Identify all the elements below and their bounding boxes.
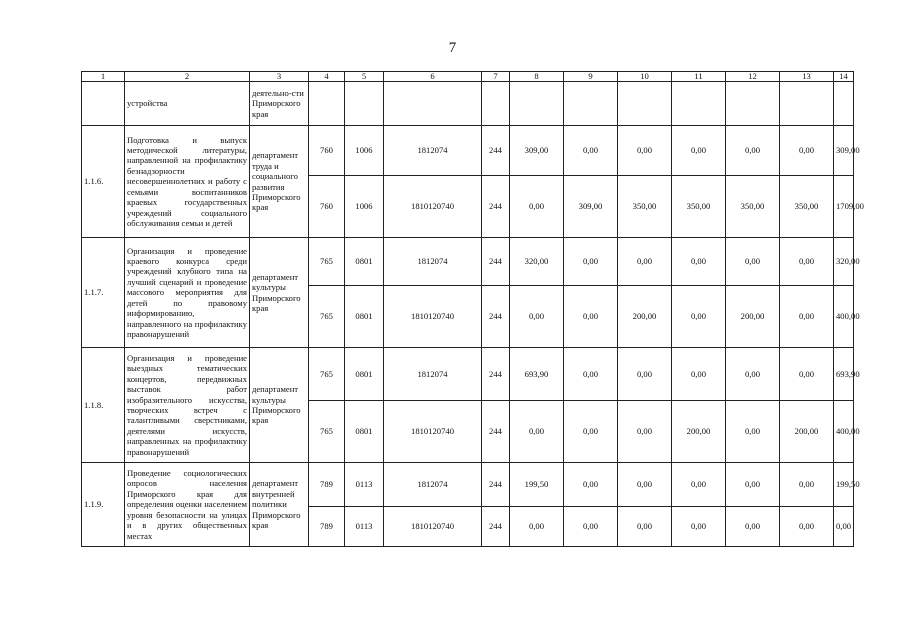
year-value-cell: 0,00 xyxy=(780,348,834,401)
empty-cell xyxy=(726,82,780,126)
measure-description: Организация и проведение выездных тематических концертов, передвижных выставок работ изобразительного искусства, творческих встреч с талантливыми сверстниками, деятелями искусств, направленных на профилактику правонарушений xyxy=(125,348,250,463)
year-value-cell: 350,00 xyxy=(672,176,726,238)
responsible-department: департамент внутренней политики Приморского края xyxy=(250,463,309,547)
year-value-cell: 0,00 xyxy=(564,507,618,547)
total-value-cell: 400,00 xyxy=(834,401,854,463)
year-value-cell: 0,00 xyxy=(618,348,672,401)
year-value-cell: 200,00 xyxy=(618,286,672,348)
continuation-code-cell xyxy=(82,82,125,126)
section-code-cell: 0801 xyxy=(345,286,384,348)
total-value-cell: 400,00 xyxy=(834,286,854,348)
year-value-cell: 0,00 xyxy=(780,507,834,547)
year-value-cell: 0,00 xyxy=(726,126,780,176)
grbs-code-cell: 765 xyxy=(309,238,345,286)
expense-type-cell: 244 xyxy=(482,507,510,547)
section-code-cell: 0801 xyxy=(345,238,384,286)
year-value-cell: 0,00 xyxy=(510,507,564,547)
expense-type-cell: 244 xyxy=(482,348,510,401)
continuation-row xyxy=(82,82,854,126)
year-value-cell: 350,00 xyxy=(618,176,672,238)
empty-cell xyxy=(834,82,854,126)
empty-cell xyxy=(780,82,834,126)
year-value-cell: 0,00 xyxy=(780,463,834,507)
measure-description: Организация и проведение краевого конкурса среди учреждений клубного типа на лучший сценарий и проведение массового мероприятия для детей по правовому информированию, направленного на профилактику правонарушений xyxy=(125,238,250,348)
column-number-header: 13 xyxy=(780,72,834,82)
section-code-cell: 1006 xyxy=(345,126,384,176)
column-number-header: 1 xyxy=(82,72,125,82)
year-value-cell: 0,00 xyxy=(564,348,618,401)
column-number-header: 10 xyxy=(618,72,672,82)
year-value-cell: 0,00 xyxy=(672,348,726,401)
total-value-cell: 693,90 xyxy=(834,348,854,401)
year-value-cell: 0,00 xyxy=(726,348,780,401)
target-article-cell: 1810120740 xyxy=(384,176,482,238)
empty-cell xyxy=(345,82,384,126)
responsible-department: департамент труда и социального развития Приморского края xyxy=(250,126,309,238)
responsible-department: департамент культуры Приморского края xyxy=(250,238,309,348)
year-value-cell: 309,00 xyxy=(564,176,618,238)
target-article-cell: 1812074 xyxy=(384,126,482,176)
empty-cell xyxy=(618,82,672,126)
year-value-cell: 0,00 xyxy=(672,238,726,286)
grbs-code-cell: 789 xyxy=(309,507,345,547)
year-value-cell: 0,00 xyxy=(618,463,672,507)
measure-code: 1.1.9. xyxy=(82,463,125,547)
program-measures-table xyxy=(81,71,864,547)
continuation-department: деятельно-сти Приморского края xyxy=(250,82,309,126)
total-value-cell: 199,50 xyxy=(834,463,854,507)
year-value-cell: 0,00 xyxy=(564,126,618,176)
year-value-cell: 0,00 xyxy=(564,238,618,286)
total-value-cell: 1709,00 xyxy=(834,176,854,238)
total-value-cell: 309,00 xyxy=(834,126,854,176)
year-value-cell: 0,00 xyxy=(618,238,672,286)
year-value-cell: 200,00 xyxy=(780,401,834,463)
year-value-cell: 309,00 xyxy=(510,126,564,176)
total-value-cell: 320,00 xyxy=(834,238,854,286)
year-value-cell: 0,00 xyxy=(726,463,780,507)
target-article-cell: 1810120740 xyxy=(384,286,482,348)
grbs-code-cell: 765 xyxy=(309,286,345,348)
year-value-cell: 0,00 xyxy=(672,126,726,176)
empty-cell xyxy=(564,82,618,126)
measure-description: Проведение социологических опросов населения Приморского края для определения оценки населением уровня безопасности на улицах и в других общественных местах xyxy=(125,463,250,547)
column-number-header: 6 xyxy=(384,72,482,82)
year-value-cell: 0,00 xyxy=(510,401,564,463)
grbs-code-cell: 789 xyxy=(309,463,345,507)
expense-type-cell: 244 xyxy=(482,463,510,507)
column-number-header: 4 xyxy=(309,72,345,82)
empty-cell xyxy=(510,82,564,126)
column-number-header: 14 xyxy=(834,72,854,82)
section-code-cell: 1006 xyxy=(345,176,384,238)
year-value-cell: 0,00 xyxy=(726,238,780,286)
year-value-cell: 350,00 xyxy=(726,176,780,238)
target-article-cell: 1810120740 xyxy=(384,401,482,463)
measure-code: 1.1.6. xyxy=(82,126,125,238)
year-value-cell: 0,00 xyxy=(564,463,618,507)
grbs-code-cell: 760 xyxy=(309,176,345,238)
empty-cell xyxy=(309,82,345,126)
target-article-cell: 1810120740 xyxy=(384,507,482,547)
grbs-code-cell: 765 xyxy=(309,348,345,401)
year-value-cell: 200,00 xyxy=(672,401,726,463)
continuation-description: устройства xyxy=(125,82,250,126)
table-row xyxy=(82,238,854,286)
year-value-cell: 0,00 xyxy=(564,401,618,463)
year-value-cell: 0,00 xyxy=(780,286,834,348)
year-value-cell: 0,00 xyxy=(672,507,726,547)
year-value-cell: 0,00 xyxy=(510,176,564,238)
year-value-cell: 0,00 xyxy=(672,286,726,348)
section-code-cell: 0113 xyxy=(345,507,384,547)
total-value-cell: 0,00 xyxy=(834,507,854,547)
table-row xyxy=(82,463,854,507)
target-article-cell: 1812074 xyxy=(384,238,482,286)
empty-cell xyxy=(482,82,510,126)
expense-type-cell: 244 xyxy=(482,126,510,176)
responsible-department: департамент культуры Приморского края xyxy=(250,348,309,463)
column-number-header: 5 xyxy=(345,72,384,82)
year-value-cell: 0,00 xyxy=(618,507,672,547)
expense-type-cell: 244 xyxy=(482,238,510,286)
year-value-cell: 0,00 xyxy=(780,126,834,176)
year-value-cell: 0,00 xyxy=(510,286,564,348)
target-article-cell: 1812074 xyxy=(384,463,482,507)
expense-type-cell: 244 xyxy=(482,286,510,348)
empty-cell xyxy=(672,82,726,126)
year-value-cell: 693,90 xyxy=(510,348,564,401)
expense-type-cell: 244 xyxy=(482,176,510,238)
table-row xyxy=(82,126,854,176)
section-code-cell: 0113 xyxy=(345,463,384,507)
year-value-cell: 0,00 xyxy=(780,238,834,286)
measure-code: 1.1.8. xyxy=(82,348,125,463)
year-value-cell: 0,00 xyxy=(564,286,618,348)
section-code-cell: 0801 xyxy=(345,348,384,401)
column-number-header: 7 xyxy=(482,72,510,82)
column-number-header: 2 xyxy=(125,72,250,82)
year-value-cell: 350,00 xyxy=(780,176,834,238)
empty-cell xyxy=(384,82,482,126)
page-number: 7 xyxy=(448,40,457,56)
grbs-code-cell: 760 xyxy=(309,126,345,176)
expense-type-cell: 244 xyxy=(482,401,510,463)
year-value-cell: 0,00 xyxy=(618,126,672,176)
section-code-cell: 0801 xyxy=(345,401,384,463)
column-number-header-row xyxy=(82,72,854,82)
column-number-header: 8 xyxy=(510,72,564,82)
table-row xyxy=(82,348,854,401)
year-value-cell: 0,00 xyxy=(618,401,672,463)
column-number-header: 3 xyxy=(250,72,309,82)
column-number-header: 9 xyxy=(564,72,618,82)
column-number-header: 12 xyxy=(726,72,780,82)
measure-description: Подготовка и выпуск методической литературы, направленной на профилактику безнадзорности несовершеннолетних и работу с семьями воспитанников краевых государственных учреждений социального обслуживания семьи и детей xyxy=(125,126,250,238)
target-article-cell: 1812074 xyxy=(384,348,482,401)
measure-code: 1.1.7. xyxy=(82,238,125,348)
year-value-cell: 199,50 xyxy=(510,463,564,507)
year-value-cell: 0,00 xyxy=(726,401,780,463)
year-value-cell: 320,00 xyxy=(510,238,564,286)
column-number-header: 11 xyxy=(672,72,726,82)
grbs-code-cell: 765 xyxy=(309,401,345,463)
year-value-cell: 200,00 xyxy=(726,286,780,348)
year-value-cell: 0,00 xyxy=(726,507,780,547)
year-value-cell: 0,00 xyxy=(672,463,726,507)
